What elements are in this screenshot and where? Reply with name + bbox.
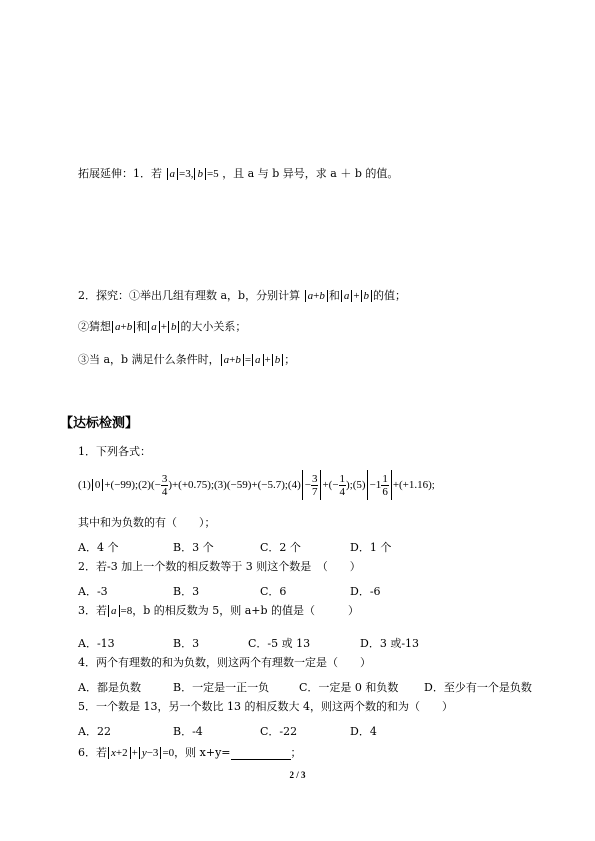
equality-math: a+b = a + b bbox=[220, 354, 285, 366]
q4-text: 4．两个有理数的和为负数，则这两个有理数一定是（ ） bbox=[78, 656, 371, 669]
explore-l2-prefix: ②猜想 bbox=[78, 320, 111, 333]
q4-option-a[interactable]: A．都是负数 bbox=[78, 681, 141, 694]
q1-intro: 1．下列各式： bbox=[78, 445, 151, 458]
explore-line-1 bbox=[78, 289, 406, 303]
extension-prefix: 拓展延伸：1．若 bbox=[78, 167, 162, 180]
q3-prefix: 3．若 bbox=[78, 604, 107, 617]
extension-condition: ，且 a 与 b 异号，求 a ＋ b 的值。 bbox=[222, 167, 399, 180]
section-title: 【达标检测】 bbox=[60, 416, 139, 431]
q2-option-b[interactable]: B．3 bbox=[173, 585, 200, 598]
extension-math: a =3, b =5 bbox=[166, 168, 219, 180]
fraction-3-4: $\frac{3}{4}$ bbox=[161, 472, 168, 498]
explore-l1-suffix: 的值； bbox=[373, 289, 407, 302]
explore-l2-suffix: 的大小关系； bbox=[180, 320, 247, 333]
q6-text bbox=[78, 746, 302, 760]
q6-suffix: ，则 x+y= bbox=[174, 746, 231, 759]
q3-math: a =8 bbox=[107, 605, 132, 617]
q1-option-b[interactable]: B．3 个 bbox=[173, 541, 214, 554]
q3-text bbox=[78, 604, 359, 618]
q1-ask: 其中和为负数的有（ ）； bbox=[78, 516, 216, 529]
q6-answer-blank[interactable] bbox=[231, 747, 291, 760]
q4-option-d[interactable]: D．至少有一个是负数 bbox=[424, 681, 532, 694]
q2-option-c[interactable]: C．6 bbox=[260, 585, 287, 598]
explore-and-2: 和 bbox=[136, 320, 148, 333]
abs-sum-math-2: a+b bbox=[111, 321, 136, 333]
q5-option-a[interactable]: A．22 bbox=[78, 725, 111, 738]
explore-line-3 bbox=[78, 353, 295, 367]
q4-option-c[interactable]: C．一定是 0 和负数 bbox=[299, 681, 399, 694]
q6-prefix: 6．若 bbox=[78, 746, 107, 759]
q6-end: ； bbox=[290, 746, 302, 759]
explore-l1-prefix: 2．探究：①举出几组有理数 a，b，分别计算 bbox=[78, 289, 301, 302]
explore-line-2 bbox=[78, 320, 246, 334]
abs-neg-1-1-6: −1 $\frac{1}{6}$ bbox=[367, 470, 392, 500]
q3-option-b[interactable]: B．3 bbox=[173, 637, 200, 650]
sum-abs-math: a + b bbox=[340, 290, 373, 302]
q1-expressions: (1) 0 +(−99);(2)(− $\frac{3}{4}$ )+(+0.75);(3)(−59)+(−5.7);(4) − $\frac{3}{7}$ +(− $\frac{1}{4}$ );(5) −1 $\frac{1}{6}$ +(+1.16); bbox=[78, 470, 435, 500]
q5-option-d[interactable]: D．4 bbox=[350, 725, 377, 738]
q1-option-d[interactable]: D．1 个 bbox=[350, 541, 392, 554]
q3-option-a[interactable]: A．-13 bbox=[78, 637, 115, 650]
q2-option-d[interactable]: D．-6 bbox=[350, 585, 381, 598]
q5-option-c[interactable]: C．-22 bbox=[260, 725, 298, 738]
q3-option-d[interactable]: D．3 或-13 bbox=[360, 637, 420, 650]
q5-option-b[interactable]: B．-4 bbox=[173, 725, 203, 738]
fraction-1-4: $\frac{1}{4}$ bbox=[339, 472, 346, 498]
explore-and: 和 bbox=[328, 289, 340, 302]
q3-suffix: ，b 的相反数为 5，则 a+b 的值是（ ） bbox=[132, 604, 360, 617]
sum-abs-math-2: a + b bbox=[147, 321, 180, 333]
explore-l3-prefix: ③当 a，b 满足什么条件时， bbox=[78, 353, 220, 366]
q5-text: 5．一个数是 13，另一个数比 13 的相反数大 4，则这两个数的和为（ ） bbox=[78, 700, 453, 713]
q2-option-a[interactable]: A．-3 bbox=[78, 585, 108, 598]
q1-option-a[interactable]: A．4 个 bbox=[78, 541, 119, 554]
abs-neg-3-7: − $\frac{3}{7}$ bbox=[302, 470, 322, 500]
explore-l3-suffix: ； bbox=[284, 353, 296, 366]
q6-math: x+2 + y−3 =0 bbox=[107, 747, 174, 759]
q1-option-c[interactable]: C．2 个 bbox=[260, 541, 301, 554]
abs-sum-math: a+b bbox=[304, 290, 329, 302]
q2-text: 2．若-3 加上一个数的相反数等于 3 则这个数是 （ ） bbox=[78, 560, 361, 573]
q3-option-c[interactable]: C．-5 或 13 bbox=[248, 637, 311, 650]
page-number: 2 / 3 bbox=[289, 770, 306, 780]
q4-option-b[interactable]: B．一定是一正一负 bbox=[173, 681, 270, 694]
extension-question bbox=[78, 167, 398, 181]
